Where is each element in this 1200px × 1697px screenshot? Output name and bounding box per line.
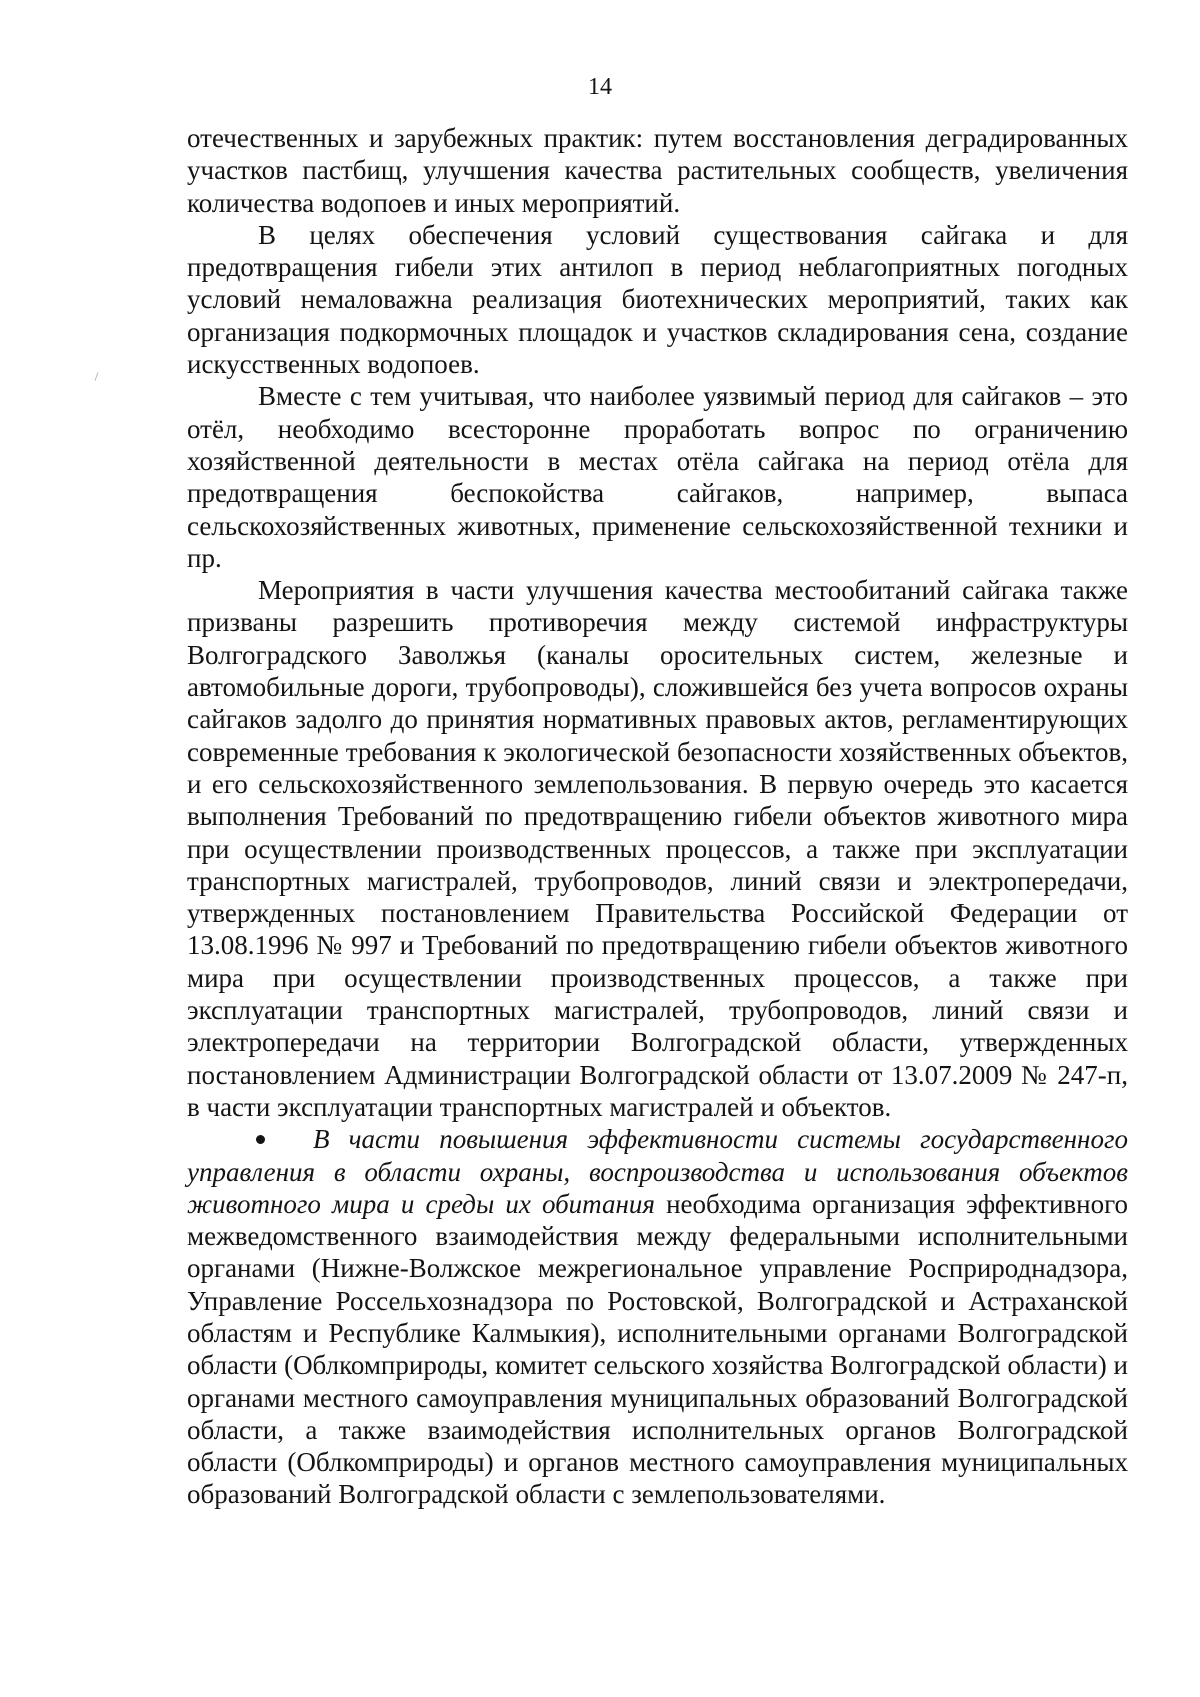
document-body [187,122,1128,1511]
page-number: 14 [588,74,612,100]
bullet-italic-lead: В части повышения эффективности системы государственного управления в области охраны, воспроизводства и использования объектов животного мира и среды их обитания [187,1124,1128,1219]
scan-margin-mark [94,372,98,381]
bullet-dot-icon [256,1135,265,1144]
bullet-text: необходима организация эффективного межведомственного взаимодействия между федеральными исполнительными органами (Нижне-Волжское межрегиональное управление Росприроднадзора, Управление Россельхознадзора по Ростовской, Волгоградской и Астраханской областям и Республике Калмыкия), исполнительными органами Волгоградской области (Облкомприроды, комитет сельского хозяйства Волгоградской области) и органами местного самоуправления муниципальных образований Волгоградской области, а также взаимодействия исполнительных органов Волгоградской области (Облкомприроды) и органов местного самоуправления муниципальных образований Волгоградской области с землепользователями. [187,1188,1128,1510]
paragraph-habitat-quality: Мероприятия в части улучшения качества местообитаний сайгака также призваны разрешить противоречия между системой инфраструктуры Волгоградского Заволжья (каналы оросительных систем, железные и автомобильные дороги, трубопроводы), сложившейся без учета вопросов охраны сайгаков задолго до принятия нормативных правовых актов, регламентирующих современные требования к экологической безопасности хозяйственных объектов, и его сельскохозяйственного землепользования. В первую очередь это касается выполнения Требований по предотвращению гибели объектов животного мира при осуществлении производственных процессов, а также при эксплуатации транспортных магистралей, трубопроводов, линий связи и электропередачи, утвержденных постановлением Правительства Российской Федерации от 13.08.1996 № 997 и Требований по предотвращению гибели объектов животного мира при осуществлении производственных процессов, а также при эксплуатации транспортных магистралей, трубопроводов, линий связи и электропередачи на территории Волгоградской области, утвержденных постановлением Администрации Волгоградской области от 13.07.2009 № 247-п, в части эксплуатации транспортных магистралей и объектов. [187,575,1128,1122]
paragraph-biotech-measures: В целях обеспечения условий существования сайгака и для предотвращения гибели этих антилоп в период неблагоприятных погодных условий немаловажна реализация биотехнических мероприятий, таких как организация подкормочных площадок и участков складирования сена, создание искусственных водопоев. [187,219,1128,380]
paragraph-continued: отечественных и зарубежных практик: путем восстановления деградированных участков пастбищ, улучшения качества растительных сообществ, увеличения количества водопоев и иных мероприятий. [187,123,1128,218]
paragraph-calving-period: Вместе с тем учитывая, что наиболее уязвимый период для сайгаков – это отёл, необходимо всесторонне проработать вопрос по ограничению хозяйственной деятельности в местах отёла сайгака на период отёла для предотвращения беспокойства сайгаков, например, выпаса сельскохозяйственных животных, применение сельскохозяйственной техники и пр. [187,381,1128,573]
bullet-paragraph-governance [187,1123,1128,1511]
